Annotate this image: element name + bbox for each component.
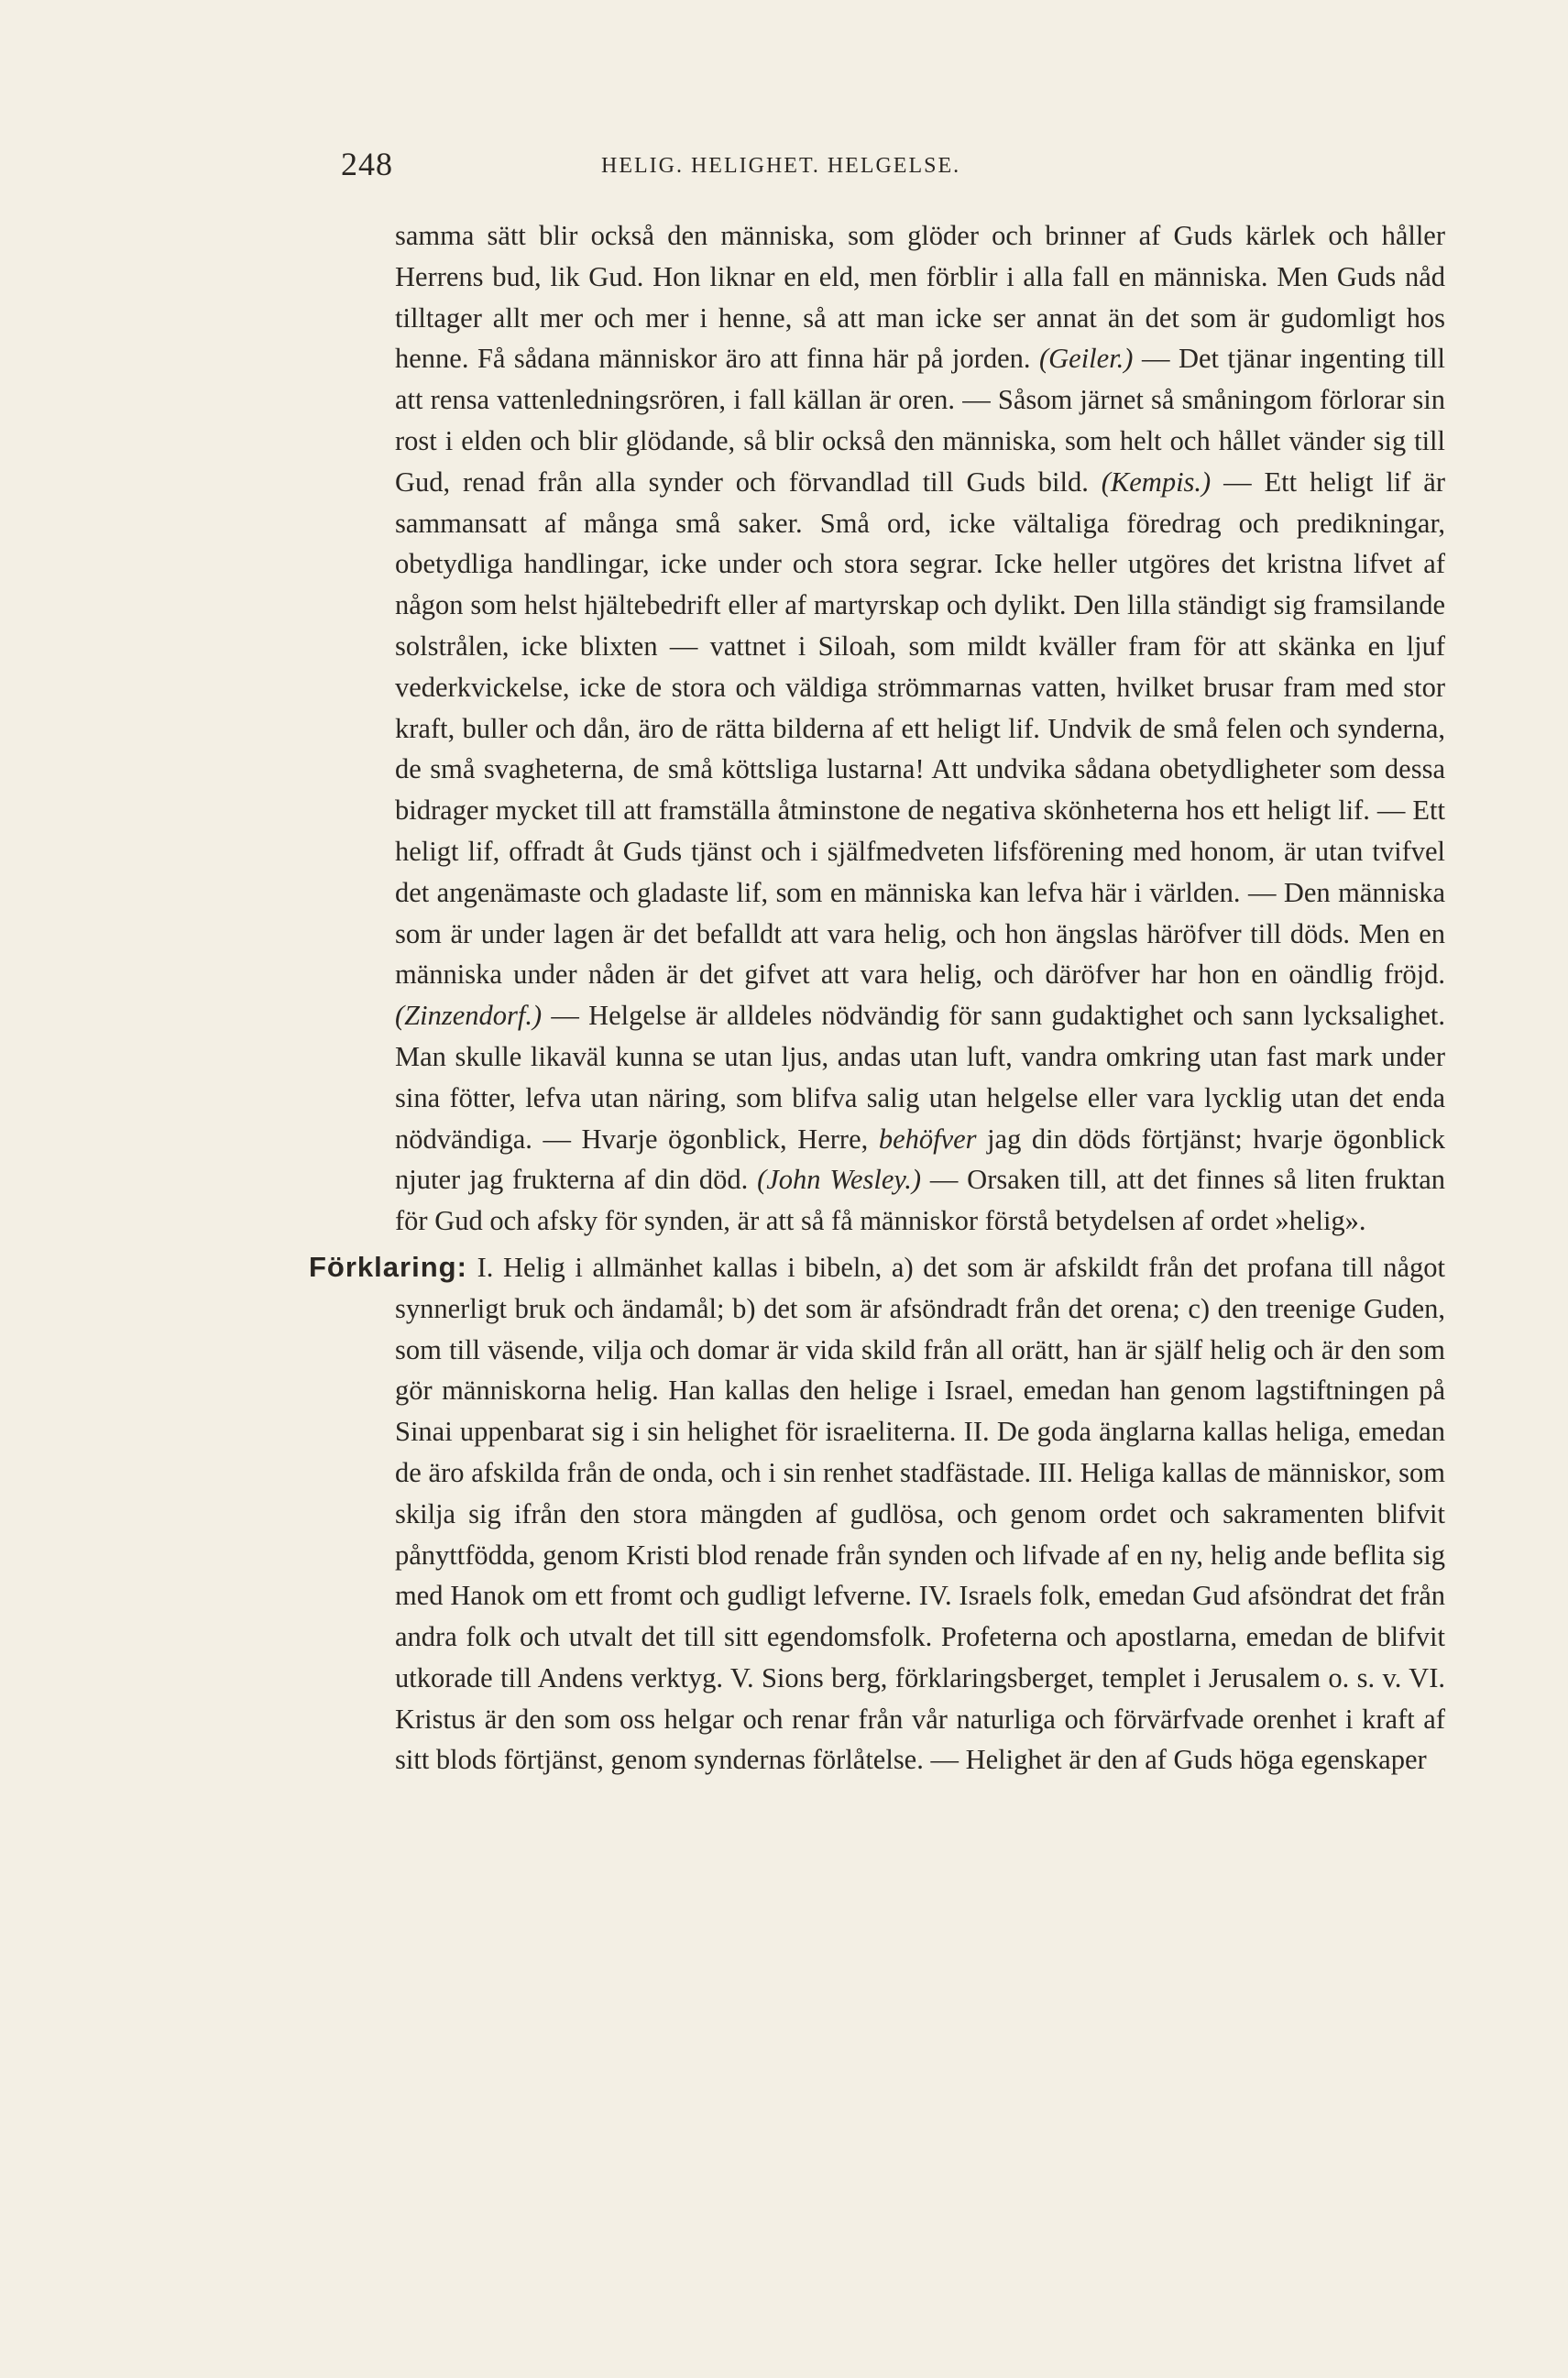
paragraph-text: — Ett heligt lif är sammansatt af många små saker. Små ord, icke vältaliga föredrag och predikningar, obetydliga handlingar, icke under och stora segrar. Icke heller utgöres det kristna lifvet af någon som helst hjältebedrift eller af martyrskap och dylikt. Den lilla ständigt sig framsilande solstrålen, icke blixten — vattnet i Siloah, som mildt kväller fram för att skänka en ljuf vederkvickelse, icke de stora och väldiga strömmarnas vatten, hvilket brusar fram med stor kraft, buller och dån, äro de rätta bilderna af ett heligt lif. Undvik de små felen och synderna, de små svagheterna, de små köttsliga lustarna! Att undvika sådana obetydligheter som dessa bidrager mycket till att framställa åtminstone de negativa skönheterna hos ett heligt lif. — Ett heligt lif, offradt åt Guds tjänst och i själfmedveten lifsförening med honom, är utan tvifvel det angenämaste och gladaste lif, som en människa kan lefva här i världen. — Den människa som är under lagen är det befalldt att vara helig, och hon ängslas häröfver till döds. Men en människa under nåden är det gifvet att vara helig, och däröfver har hon en oändlig fröjd.	[395, 466, 1445, 991]
citation-text: behöfver	[878, 1123, 977, 1155]
running-head: HELIG. HELIGHET. HELGELSE.	[601, 154, 961, 178]
paragraph-main	[395, 215, 1445, 1242]
paragraph-text: samma sätt blir också den människa, som glöder och brinner af Guds kärlek och håller Herrens bud, lik Gud. Hon liknar en eld, men förblir i alla fall en människa. Men Guds nåd tilltager allt mer och mer i henne, så att man icke ser annat än det som är gudomligt hos henne. Få sådana människor äro att finna här på jorden.	[395, 220, 1445, 375]
paragraph-text: jag din döds förtjänst; hvarje ögonblick njuter jag frukterna af din död.	[395, 1123, 1445, 1196]
citation-text: (John Wesley.)	[757, 1164, 922, 1196]
citation-text: (Kempis.)	[1101, 466, 1212, 498]
section-label: Förklaring:	[309, 1250, 467, 1283]
page-number: 248	[341, 146, 393, 182]
body-text	[309, 215, 1445, 1781]
paragraph-text: — Orsaken till, att det finnes så liten fruktan för Gud och afsky för synden, är att så få människor förstå betydelsen af ordet »helig».	[395, 1164, 1445, 1237]
paragraph-text: I. Helig i allmänhet kallas i bibeln, a) det som är afskildt från det profana till något synnerligt bruk och ändamål; b) det som är afsöndradt från det orena; c) den treenige Guden, som till väsende, vilja och domar är vida skild från all orätt, han är själf helig och är den som gör människorna helig. Han kallas den helige i Israel, emedan han genom lagstiftningen på Sinai uppenbarat sig i sin helighet för israeliterna. II. De goda änglarna kallas heliga, emedan de äro afskilda från de onda, och i sin renhet stadfästade. III. Heliga kallas de människor, som skilja sig ifrån den stora mängden af gudlösa, och genom ordet och sakramenten blifvit pånyttfödda, genom Kristi blod renade från synden och lifvade af en ny, helig ande beflita sig med Hanok om ett fromt och gudligt lefverne. IV. Israels folk, emedan Gud afsöndrat det från andra folk och utvalt det till sitt egendomsfolk. Profeterna och apostlarna, emedan de blifvit utkorade till Andens verktyg. V. Sions berg, förklaringsberget, templet i Jerusalem o. s. v. VI. Kristus är den som oss helgar och renar från vår naturliga och förvärfvade orenhet i kraft af sitt blods förtjänst, genom syndernas förlåtelse. — Helighet är den af Guds höga egenskaper	[395, 1251, 1445, 1776]
paragraph-forklaring	[309, 1247, 1445, 1781]
citation-text: (Geiler.)	[1038, 343, 1134, 375]
page-header	[341, 145, 1441, 200]
paragraph-text: — Helgelse är alldeles nödvändig för sann gudaktighet och sann lycksalighet. Man skulle likaväl kunna se utan ljus, andas utan luft, vandra omkring utan fast mark under sina fötter, lefva utan näring, som blifva salig utan helgelse eller vara lycklig utan det enda nödvändiga. — Hvarje ögonblick, Herre,	[395, 1000, 1445, 1155]
paragraph-text: — Det tjänar ingenting till att rensa vattenledningsrören, i fall källan är oren. — Såsom järnet så småningom förlorar sin rost i elden och blir glödande, så blir också den människa, som helt och hållet vänder sig till Gud, renad från alla synder och förvandlad till Guds bild.	[395, 343, 1445, 498]
citation-text: (Zinzendorf.)	[395, 1000, 543, 1032]
